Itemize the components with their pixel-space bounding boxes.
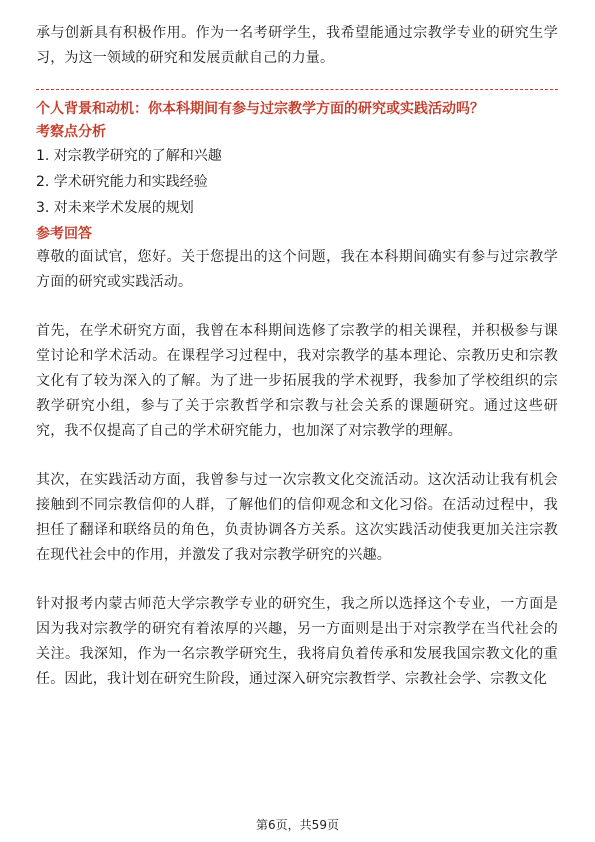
list-item: 3. 对未来学术发展的规划 — [36, 200, 194, 216]
section-divider — [36, 89, 558, 90]
answer-label: 参考回答 — [36, 226, 92, 242]
intro-paragraph: 承与创新具有积极作用。作为一名考研学生，我希望能通过宗教学专业的研究生学习，为这一领域的研究和发展贡献自己的力量。 — [36, 25, 558, 66]
answer-paragraph: 尊敬的面试官，您好。关于您提出的这个问题，我在本科期间确实有参与过宗教学方面的研究或实践活动。 — [36, 249, 558, 290]
page-number: 第6页，共59页 — [256, 818, 339, 832]
answer-paragraph: 其次，在实践活动方面，我曾参与过一次宗教文化交流活动。这次活动让我有机会接触到不同宗教信仰的人群，了解他们的信仰观念和文化习俗。在活动过程中，我担任了翻译和联络员的角色，负责协调各方关系。这次实践活动使我更加关注宗教在现代社会中的作用，并激发了我对宗教学研究的兴趣。 — [36, 472, 558, 563]
question-heading: 个人背景和动机：你本科期间有参与过宗教学方面的研究或实践活动吗？ — [36, 101, 484, 117]
document-page — [36, 21, 558, 692]
answer-paragraph: 首先，在学术研究方面，我曾在本科期间选修了宗教学的相关课程，并积极参与课堂讨论和学术活动。在课程学习过程中，我对宗教学的基本理论、宗教历史和宗教文化有了较为深入的了解。为了进一步拓展我的学术视野，我参加了学校组织的宗教学研究小组，参与了关于宗教哲学和宗教与社会关系的课题研究。通过这些研究，我不仅提高了自己的学术研究能力，也加深了对宗教学的理解。 — [36, 323, 558, 439]
list-item: 1. 对宗教学研究的了解和兴趣 — [36, 148, 222, 164]
analysis-label: 考察点分析 — [36, 124, 106, 140]
analysis-list — [36, 143, 558, 221]
answer-paragraph: 针对报考内蒙古师范大学宗教学专业的研究生，我之所以选择这个专业，一方面是因为我对宗教学的研究有着浓厚的兴趣，另一方面则是出于对宗教学在当代社会的关注。我深知，作为一名宗教学研究生，我将肩负着传承和发展我国宗教文化的重任。因此，我计划在研究生阶段，通过深入研究宗教哲学、宗教社会学、宗教文化 — [36, 596, 558, 687]
list-item: 2. 学术研究能力和实践经验 — [36, 174, 208, 190]
